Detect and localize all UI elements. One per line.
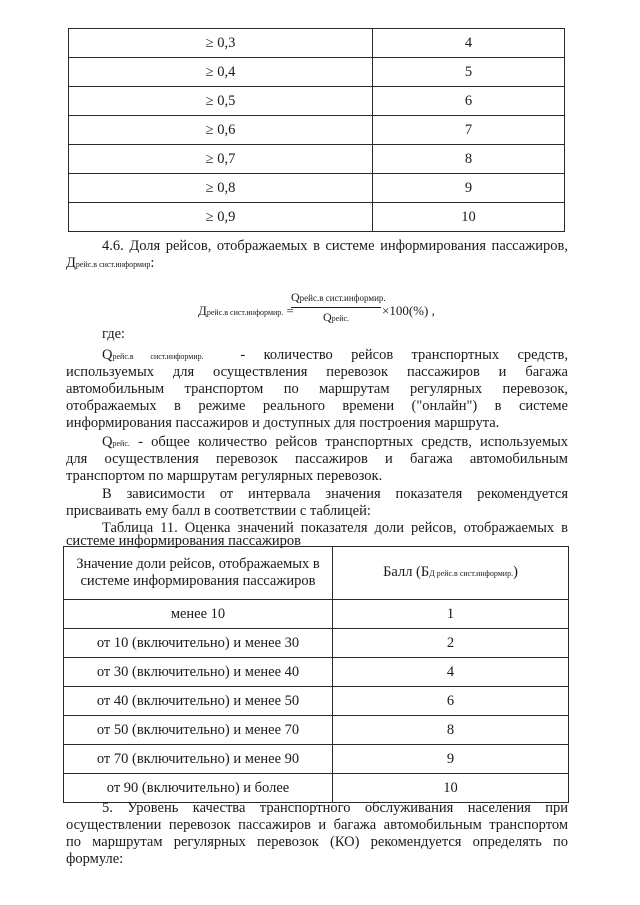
range-cell: от 30 (включительно) и менее 40: [64, 658, 333, 687]
table-row: [64, 716, 569, 745]
score-cell: 5: [373, 58, 565, 87]
score-cell: 10: [333, 774, 569, 803]
table-row: [69, 29, 565, 58]
table-row: [69, 203, 565, 232]
range-cell: менее 10: [64, 600, 333, 629]
range-cell: ≥ 0,3: [69, 29, 373, 58]
def-q1-line-2: автомобильным транспортом по маршрутам регулярных перевозок,: [66, 381, 568, 397]
score-table-header: [64, 547, 569, 600]
def-q1-line-0: Qрейс.в сист.информир. - количество рейсов транспортных средств,: [102, 347, 569, 363]
header-score: Балл (БД рейс.в сист.информир.): [333, 547, 569, 600]
table-row: [69, 116, 565, 145]
score-cell: 4: [333, 658, 569, 687]
recommend-line-1: присваивать ему балл в соответствии с таблицей:: [66, 503, 371, 519]
formula-fraction: Qрейс.в сист.информир. Qрейс.: [291, 290, 386, 324]
range-cell: ≥ 0,6: [69, 116, 373, 145]
score-table: [63, 546, 569, 803]
where-label: где:: [102, 326, 126, 342]
table-row: [64, 774, 569, 803]
range-cell: ≥ 0,4: [69, 58, 373, 87]
score-cell: 4: [373, 29, 565, 58]
def-q2-line-0: Qрейс. - общее количество рейсов транспортных средств, используемых: [102, 434, 568, 450]
table-row: [69, 87, 565, 116]
range-cell: от 90 (включительно) и более: [64, 774, 333, 803]
def-q1-line-3: отображаемых в режиме реального времени ("онлайн") в системе: [66, 398, 568, 414]
score-cell: 8: [333, 716, 569, 745]
table-row: [64, 629, 569, 658]
def-q2-line-1: для осуществления перевозок пассажиров и багажа автомобильным: [66, 451, 568, 467]
table-row: [69, 58, 565, 87]
range-cell: ≥ 0,9: [69, 203, 373, 232]
score-cell: 6: [373, 87, 565, 116]
score-cell: 9: [333, 745, 569, 774]
section-4-6-heading: 4.6. Доля рейсов, отображаемых в системе информирования пассажиров,: [102, 238, 568, 254]
table-11-caption-line-0: Таблица 11. Оценка значений показателя доли рейсов, отображаемых в: [102, 520, 568, 536]
section-5-line-3: формуле:: [66, 851, 124, 867]
score-cell: 9: [373, 174, 565, 203]
def-q1-line-4: информирования пассажиров и доступных для построения маршрута.: [66, 415, 500, 431]
range-cell: от 50 (включительно) и менее 70: [64, 716, 333, 745]
score-threshold-table: [68, 28, 565, 232]
score-cell: 10: [373, 203, 565, 232]
score-cell: 6: [333, 687, 569, 716]
table-row: [64, 658, 569, 687]
share-formula: Дрейс.в сист.информир. = Qрейс.в сист.информир. Qрейс. ×100(%) ,: [198, 290, 435, 324]
score-cell: 8: [373, 145, 565, 174]
score-cell: 1: [333, 600, 569, 629]
section-5-line-0: 5. Уровень качества транспортного обслуживания населения при: [102, 800, 568, 816]
score-cell: 2: [333, 629, 569, 658]
section-4-6-symbol: Дрейс.в сист.информир:: [66, 255, 155, 271]
range-cell: от 70 (включительно) и менее 90: [64, 745, 333, 774]
def-q2-line-2: транспортом по маршрутам регулярных перевозок.: [66, 468, 383, 484]
table-11-caption-line-1: системе информирования пассажиров: [66, 533, 301, 549]
table-row: [64, 687, 569, 716]
range-cell: от 10 (включительно) и менее 30: [64, 629, 333, 658]
range-cell: ≥ 0,8: [69, 174, 373, 203]
section-5-line-2: по маршрутам регулярных перевозок (КО) рекомендуется определять по: [66, 834, 568, 850]
section-5-line-1: осуществлении перевозок пассажиров и багажа автомобильным транспортом: [66, 817, 568, 833]
recommend-line-0: В зависимости от интервала значения показателя рекомендуется: [102, 486, 568, 502]
table-row: [69, 174, 565, 203]
table-row: [64, 745, 569, 774]
range-cell: ≥ 0,7: [69, 145, 373, 174]
table-row: [69, 145, 565, 174]
header-share-value: Значение доли рейсов, отображаемых в системе информирования пассажиров: [64, 547, 333, 600]
def-q1-line-1: используемых для осуществления перевозок пассажиров и багажа: [66, 364, 568, 380]
range-cell: от 40 (включительно) и менее 50: [64, 687, 333, 716]
score-cell: 7: [373, 116, 565, 145]
table-row: [64, 600, 569, 629]
range-cell: ≥ 0,5: [69, 87, 373, 116]
